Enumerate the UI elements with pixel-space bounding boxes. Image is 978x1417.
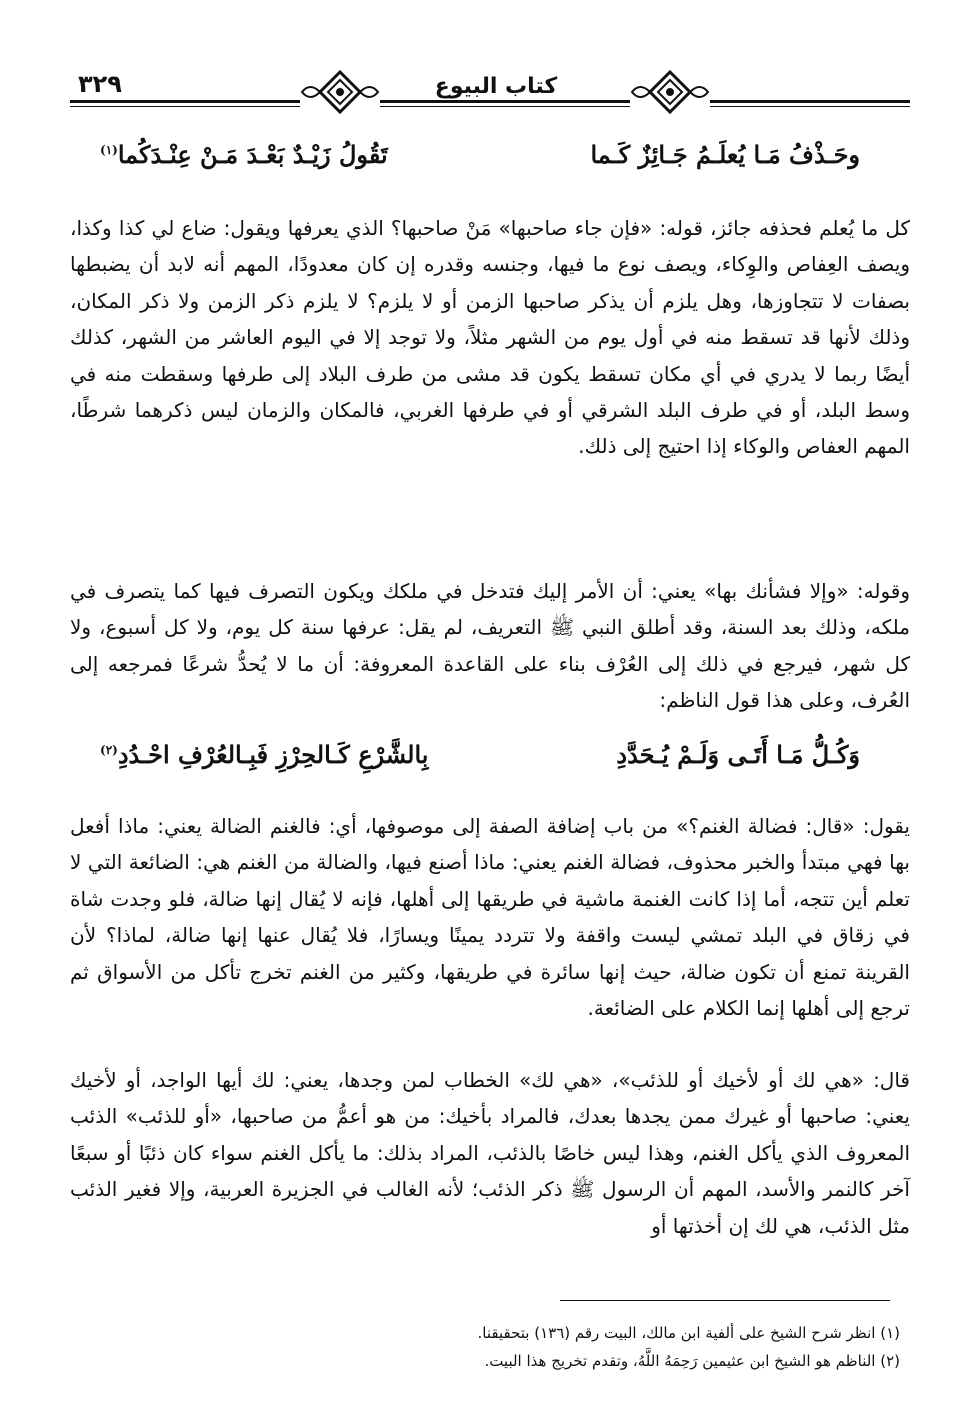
footnote-ref-1: (١) <box>100 143 118 157</box>
footnote-ref-2: (٢) <box>100 743 118 757</box>
verse-2 <box>100 740 860 769</box>
verse-1-first-hemistich: وحَـذْفُ مَـا يُعلَـمُ جَـائِزٌ كَـما <box>590 140 860 169</box>
verse-1-second-hemistich <box>100 140 388 169</box>
footnote-1: (١) انظر شرح الشيخ على ألفية ابن مالك، البيت رقم (١٣٦) بتحقيقنا. <box>477 1324 900 1342</box>
verse-1-second-text: تَقُولُ زَيْـدٌ بَعْـدَ مَـنْ عِنْـدَكُما <box>117 140 388 169</box>
running-title: كتاب البيوع <box>400 74 592 99</box>
footnote-2: (٢) الناظم هو الشيخ ابن عثيمين رَحِمَهُ اللَّهُ، وتقدم تخريج هذا البيت. <box>484 1352 900 1370</box>
paragraph-2: وقوله: «وإلا فشأنك بها» يعني: أن الأمر إليك فتدخل في ملكك ويكون التصرف فيها كما يتصرف في ملكه، وذلك بعد السنة، وقد أطلق النبي ﷺ التعريف، لم يقل: عرفها سنة كل يوم، ولا كل أسبوع، ولا كل شهر، فيرجع في ذلك إلى العُرْف بناء على القاعدة المعروفة: أن ما لا يُحدُّ شرعًا فمرجعه إلى العُرف، وعلى هذا قول الناظم: <box>70 579 910 713</box>
verse-1 <box>100 140 860 169</box>
page-number: ٣٢٩ <box>78 70 122 98</box>
footnote-separator <box>560 1300 890 1301</box>
header-rule <box>70 100 910 103</box>
verse-2-second-text: بِالشَّرْعِ كَـالحِرْزِ فَبِـالعُرْفِ احْـدُدِ <box>117 740 429 769</box>
paragraph-4: قال: «هي لك أو لأخيك أو للذئب»، «هي لك» الخطاب لمن وجدها، يعني: لك أيها الواجد، أو لأخيك يعني: صاحبها أو غيرك ممن يجدها بعدك، فالمراد بأخيك: من هو أعمُّ من صاحبها، «أو للذئب» الذئب المعروف الذي يأكل الغنم، وهذا ليس خاصًا بالذئب، المراد بذلك: ما يأكل الغنم سواء كان ذئبًا أو سبعًا آخر كالنمر والأسد، المهم أن الرسول ﷺ ذكر الذئب؛ لأنه الغالب في الجزيرة العربية، وإلا فغير الذئب مثل الذئب، هي لك إن أخذتها أو <box>70 1068 910 1238</box>
verse-2-second-hemistich <box>100 740 428 769</box>
paragraph-1: كل ما يُعلم فحذفه جائز، قوله: «فإن جاء صاحبها» مَنْ صاحبها؟ الذي يعرفها ويقول: ضاع لي كذا وكذا، ويصف العِفاص والوِكاء، ويصف نوع ما فيها، وجنسه وقدره إن كان معدودًا، المهم أنه لابد أن يضبطها بصفات لا تتجاوزها، وهل يلزم أن يذكر صاحبها الزمن أو لا يلزم؟ لا يلزم ذكر الزمن ولا ذكر المكان، وذلك لأنها قد تسقط منه في أول يوم من الشهر مثلاً، ولا توجد إلا في اليوم العاشر من الشهر، كذلك أيضًا ربما لا يدري في أي مكان تسقط يكون قد مشى من طرف البلاد إلى طرفها وسقطت منه في وسط البلد، أو في طرف البلد الشرقي أو في طرفها الغربي، فالمكان والزمان ليس ذكرهما شرطًا، المهم العفاص والوكاء إذا احتيج إلى ذلك. <box>70 216 910 459</box>
verse-2-first-hemistich: وَكُـلُّ مَـا أَتَـى وَلَـمْ يُـحَدَّدِ <box>616 740 860 769</box>
page-header <box>70 68 910 118</box>
ornament-right-icon <box>630 68 710 116</box>
ornament-left-icon <box>300 68 380 116</box>
paragraph-3: يقول: «قال: فضالة الغنم؟» من باب إضافة الصفة إلى موصوفها، أي: فالغنم الضالة يعني: ماذا أفعل بها فهي مبتدأ والخبر محذوف، فضالة الغنم يعني: ماذا أصنع فيها، والضالة من الغنم هي: الضائعة التي لا تعلم أين تتجه، أما إذا كانت الغنمة ماشية في طريقها إلى أهلها، فإنه لا يُقال إنها ضالة، فلو وجدت شاة في زقاق في البلد تمشي ليست واقفة ولا تتردد يمينًا ويسارًا، فلا يُقال عنها إنها ضالة، لماذا؟ لأن القرينة تمنع أن تكون ضالة، حيث إنها سائرة في طريقها، وكثير من الغنم تخرج تأكل من الأسواق ثم ترجع إلى أهلها إنما الكلام على الضائعة. <box>70 814 910 1021</box>
header-rule-thin <box>70 106 910 107</box>
